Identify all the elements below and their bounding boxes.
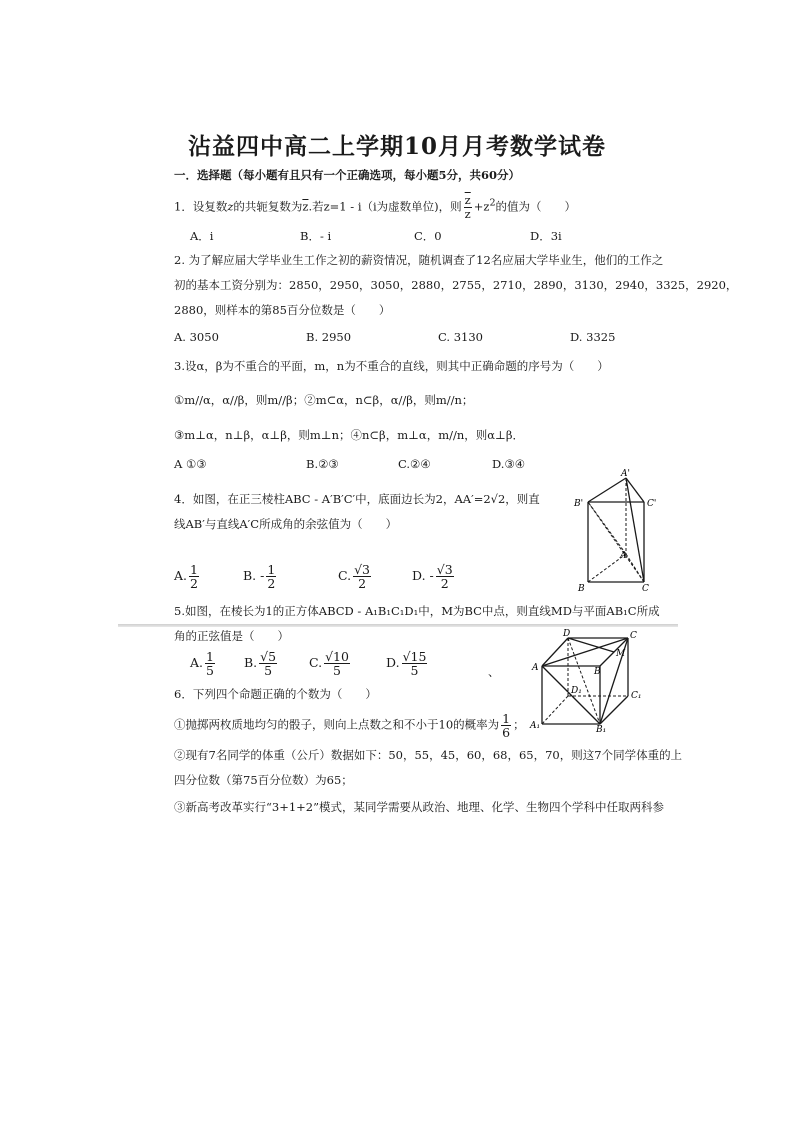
cube-label-b1: B₁ <box>596 725 607 732</box>
q4-option-c: C. $\frac{√3}{2}$ <box>338 562 371 591</box>
cube-figure <box>528 628 648 732</box>
q3-option-b: B.②③ <box>306 457 339 471</box>
cube-label-d1: D₁ <box>571 686 582 696</box>
question-6-line-3: ②现有7名同学的体重（公斤）数据如下：50，55，45，60，68，65，70，则这7个同学体重的上 <box>174 748 683 762</box>
q1-option-c: C．0 <box>414 229 442 243</box>
cube-label-c: C <box>630 631 637 641</box>
q1-option-a: A．i <box>190 229 214 243</box>
exam-title: 沾益四中高二上学期10月月考数学试卷 <box>187 133 606 160</box>
question-2-line-2: 初的基本工资分别为：2850，2950，3050，2880，2755，2710，2890，3130，2940，3325，2920， <box>174 278 738 292</box>
cube-label-a: A <box>532 663 539 673</box>
question-6-line-5: ③新高考改革实行“3+1+2”模式，某同学需要从政治、地理、化学、生物四个学科中任取两科参 <box>174 800 664 814</box>
q2-option-b: B. 2950 <box>306 330 352 344</box>
cube-label-c1: C₁ <box>631 691 642 701</box>
prism-label-a: A <box>620 551 627 561</box>
q4-option-a: A. $\frac{1}{2}$ <box>174 562 198 591</box>
question-6-line-2: ①抛掷两枚质地均匀的骰子，则向上点数之和不小于10的概率为 $\frac{1}{6}$ ； <box>174 711 525 740</box>
q3-option-d: D.③④ <box>492 457 526 471</box>
prism-label-c: C <box>642 584 649 594</box>
question-4-line-2: 线AB′与直线A′C所成角的余弦值为（ ） <box>174 517 398 531</box>
question-3-line-3: ③m⊥α，n⊥β，α⊥β，则m⊥n；④n⊂β，m⊥α，m//n，则α⊥β． <box>174 428 524 442</box>
q1-option-b: B．- i <box>300 229 332 243</box>
prism-label-b1: B' <box>574 499 584 509</box>
question-3-line-2: ①m//α，α//β，则m//β；②m⊂α，n⊂β，α//β，则m//n； <box>174 393 474 407</box>
prism-label-a1: A' <box>621 469 630 479</box>
section-heading: 一．选择题（每小题有且只有一个正确选项，每小题5分，共60分） <box>174 168 521 182</box>
question-2-line-1: 2. 为了解应届大学毕业生工作之初的薪资情况，随机调查了12名应届大学毕业生，他们的工作之 <box>174 253 664 267</box>
q5-option-c: C. $\frac{√10}{5}$ <box>309 649 349 678</box>
question-5-line-2: 角的正弦值是（ ） <box>174 629 289 643</box>
question-6-line-1: 6．下列四个命题正确的个数为（ ） <box>174 687 377 701</box>
q2-option-a: A. 3050 <box>174 330 219 344</box>
q1-fraction: $\frac{\overline{z}}{z}$ <box>464 193 471 221</box>
question-5-line-1: 5.如图，在棱长为1的正方体ABCD - A₁B₁C₁D₁中，M为BC中点，则直线MD与平面AB₁C所成 <box>174 604 660 618</box>
q2-option-d: D. 3325 <box>570 330 616 344</box>
cube-label-b: B <box>594 667 601 677</box>
q4-option-d: D. - $\frac{√3}{2}$ <box>412 562 453 591</box>
prism-label-b: B <box>578 584 585 594</box>
q3-option-c: C.②④ <box>398 457 431 471</box>
q1-option-d: D．3i <box>530 229 562 243</box>
q5-option-d: D. $\frac{√15}{5}$ <box>386 649 427 678</box>
q5-option-a: A. $\frac{1}{5}$ <box>190 649 214 678</box>
prism-label-c1: C' <box>647 499 657 509</box>
q4-option-b: B. - $\frac{1}{2}$ <box>243 562 276 591</box>
stray-mark: 、 <box>488 665 500 679</box>
cube-label-d: D <box>563 629 571 639</box>
cube-label-a1: A₁ <box>530 721 541 731</box>
scan-artifact <box>118 624 678 627</box>
q5-option-b: B. $\frac{√5}{5}$ <box>244 649 277 678</box>
prism-figure <box>570 468 670 594</box>
question-6-line-4: 四分位数（第75百分位数）为65； <box>174 773 353 787</box>
question-4-line-1: 4．如图，在正三棱柱ABC - A′B′C′中，底面边长为2，AA′=2√2，则直 <box>174 492 540 506</box>
question-1-stem: 1．设复数z的共轭复数为$\overline{z}$.若z=1 - i（i为虚数单位)，则 $\frac{\overline{z}}{z}$ $+z^2$的值为（ ） <box>174 193 577 221</box>
q2-option-c: C. 3130 <box>438 330 483 344</box>
question-2-line-3: 2880，则样本的第85百分位数是（ ） <box>174 303 391 317</box>
q3-option-a: A ①③ <box>174 457 207 471</box>
question-3-line-1: 3.设α，β为不重合的平面，m，n为不重合的直线，则其中正确命题的序号为（ ） <box>174 359 609 373</box>
cube-label-m: M <box>616 649 626 659</box>
